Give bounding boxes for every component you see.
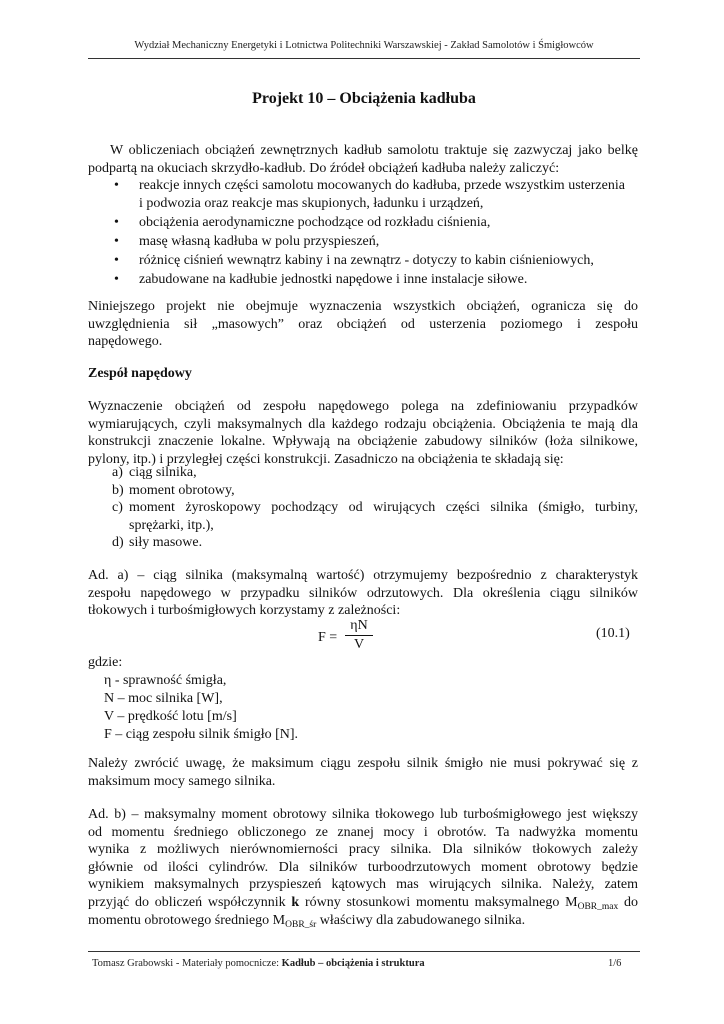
list-label: d) — [112, 535, 124, 551]
ad-b-line-1: Ad. b) – maksymalny moment obrotowy silnika tłokowego lub turbośmigłowego jest większy — [88, 807, 638, 822]
footer-topic: Kadłub – obciążenia i struktura — [281, 958, 425, 969]
note-line-2: maksimum mocy samego silnika. — [88, 773, 276, 789]
list-text: moment obrotowy, — [129, 482, 235, 498]
list-item — [112, 499, 638, 534]
bullet-text: różnicę ciśnień wewnątrz kabiny i na zewnątrz - dotyczy to kabin ciśnieniowych, — [139, 252, 594, 268]
scope-line-2: uwzględnienia sił „masowych” oraz obciążeń od usterzenia poziomego i zespołu — [88, 316, 638, 332]
section-line-1: Wyznaczenie obciążeń od zespołu napędowego polega na zdefiniowaniu przypadków — [88, 399, 638, 414]
formula-lhs: F = — [318, 630, 338, 645]
ad-b-line-6 — [88, 894, 638, 912]
ad-b-line-3: wynika z możliwych nierównomierności pracy silnika. Dla silników tłokowych zależy — [88, 842, 638, 858]
page-title: Projekt 10 – Obciążenia kadłuba — [252, 90, 476, 107]
text-segment: momentu obrotowego średniego M — [88, 912, 286, 928]
section-line-2: wymiarujących, czyli maksymalnych dla każdego rodzaju obciążenia. Obciążenia te mają dla — [88, 416, 638, 432]
bullet-icon: • — [114, 271, 119, 287]
scope-line-3: napędowego. — [88, 334, 163, 350]
list-item — [112, 214, 632, 232]
intro-line-2: podpartą na okuciach skrzydło-kadłub. Do źródeł obciążeń kadłuba należy zaliczyć: — [88, 160, 560, 176]
bullet-icon: • — [114, 178, 119, 193]
intro-line-1: W obliczeniach obciążeń zewnętrznych kadłub samolotu traktuje się zazwyczaj jako belkę — [110, 143, 638, 158]
bullet-text: obciążenia aerodynamiczne pochodzące od rozkładu ciśnienia, — [139, 214, 491, 230]
list-label: c) — [112, 500, 123, 516]
section-heading: Zespół napędowy — [88, 366, 192, 381]
ad-a-paragraph — [88, 567, 638, 620]
section-paragraph — [88, 398, 638, 468]
list-text: siły masowe. — [129, 535, 203, 551]
bullet-text: reakcje innych części samolotu mocowanych do kadłuba, przede wszystkim usterzenia i podwozia oraz reakcje mas skupionych, ładunku i urządzeń, — [139, 178, 625, 211]
definition-item: η - sprawność śmigła, — [104, 673, 227, 688]
ad-b-line-5: wynikiem maksymalnych przyspieszeń kątowych mas wirujących silnika. Należy, zatem — [88, 877, 638, 893]
ad-a-line-3: tłokowych i turbośmigłowych korzystamy z zależności: — [88, 603, 401, 619]
formula-denominator: V — [353, 637, 365, 652]
coefficient-k: k — [291, 894, 300, 910]
ad-b-line-4: głównie od ilości cylindrów. Dla silników turboodrzutowych moment obrotowy będzie — [88, 859, 638, 875]
bullet-text: masę własną kadłuba w polu przyspieszeń, — [139, 233, 380, 249]
definition-item: N – moc silnika [W], — [104, 691, 223, 706]
intro-paragraph — [88, 142, 638, 177]
note-paragraph — [88, 755, 638, 790]
bullet-icon: • — [114, 252, 119, 268]
equation-number: (10.1) — [596, 626, 630, 641]
list-item — [112, 271, 632, 289]
header-divider — [88, 58, 640, 59]
ad-b-paragraph — [88, 806, 638, 929]
ad-a-line-2: zespołu napędowego w przypadku silników odrzutowych. Dla określenia ciągu silników — [88, 585, 638, 601]
text-segment: równy stosunkowi momentu maksymalnego M — [299, 894, 578, 910]
list-item — [112, 464, 638, 482]
bullet-text: zabudowane na kadłubie jednostki napędowe i inne instalacje siłowe. — [139, 271, 528, 287]
load-sources-list — [112, 177, 632, 290]
formula-fraction — [345, 617, 373, 653]
note-line-1: Należy zwrócić uwagę, że maksimum ciągu zespołu silnik śmigło nie musi pokrywać się z — [88, 756, 638, 771]
definition-item: V – prędkość lotu [m/s] — [104, 709, 237, 724]
subscript: OBR_śr — [285, 919, 317, 930]
formula-numerator: ηN — [345, 617, 373, 636]
list-text: moment żyroskopowy pochodzący od wirujących części silnika (śmigło, turbiny, sprężarki, itp.), — [129, 500, 638, 533]
ad-a-line-1: Ad. a) – ciąg silnika (maksymalną wartość) otrzymujemy bezpośrednio z charakterystyk — [88, 568, 638, 583]
bullet-icon: • — [114, 214, 119, 230]
where-label: gdzie: — [88, 655, 123, 670]
ad-b-line-7 — [88, 912, 638, 930]
text-segment: przyjąć do obliczeń współczynnik — [88, 894, 292, 910]
page-number: 1/6 — [608, 958, 622, 969]
list-item — [112, 534, 638, 552]
section-line-4: pylony, itp.) i przyległej części konstrukcji. Zasadniczo na obciążenia te składają się: — [88, 451, 564, 467]
scope-paragraph — [88, 298, 638, 351]
text-segment: właściwy dla zabudowanego silnika. — [316, 912, 526, 928]
definition-item: F – ciąg zespołu silnik śmigło [N]. — [104, 727, 299, 742]
ad-b-line-2: od momentu średniego obliczonego ze znanej mocy i obrotów. Ta nadwyżka momentu — [88, 824, 638, 840]
scope-line-1: Niniejszego projekt nie obejmuje wyznaczenia wszystkich obciążeń, ogranicza się do — [88, 299, 638, 314]
load-components-list — [112, 464, 638, 552]
section-line-3: konstrukcji znaczenie lokalne. Wpływają na obciążenie zabudowy silników (łoża silnikowe, — [88, 434, 638, 450]
page-header: Wydział Mechaniczny Energetyki i Lotnictwa Politechniki Warszawskiej - Zakład Samolotów i Śmigłowców — [134, 40, 594, 51]
symbol-definitions — [104, 672, 298, 744]
footer-divider — [88, 951, 640, 952]
bullet-icon: • — [114, 233, 119, 249]
text-segment: do — [618, 894, 638, 910]
list-label: b) — [112, 482, 124, 498]
subscript: OBR_max — [577, 901, 619, 912]
footer-author: Tomasz Grabowski - Materiały pomocnicze: — [92, 958, 282, 969]
page-footer — [92, 958, 425, 969]
list-item — [112, 177, 632, 212]
list-item — [112, 233, 632, 251]
list-label: a) — [112, 465, 123, 480]
list-item — [112, 482, 638, 500]
list-text: ciąg silnika, — [129, 465, 197, 480]
list-item — [112, 252, 632, 270]
